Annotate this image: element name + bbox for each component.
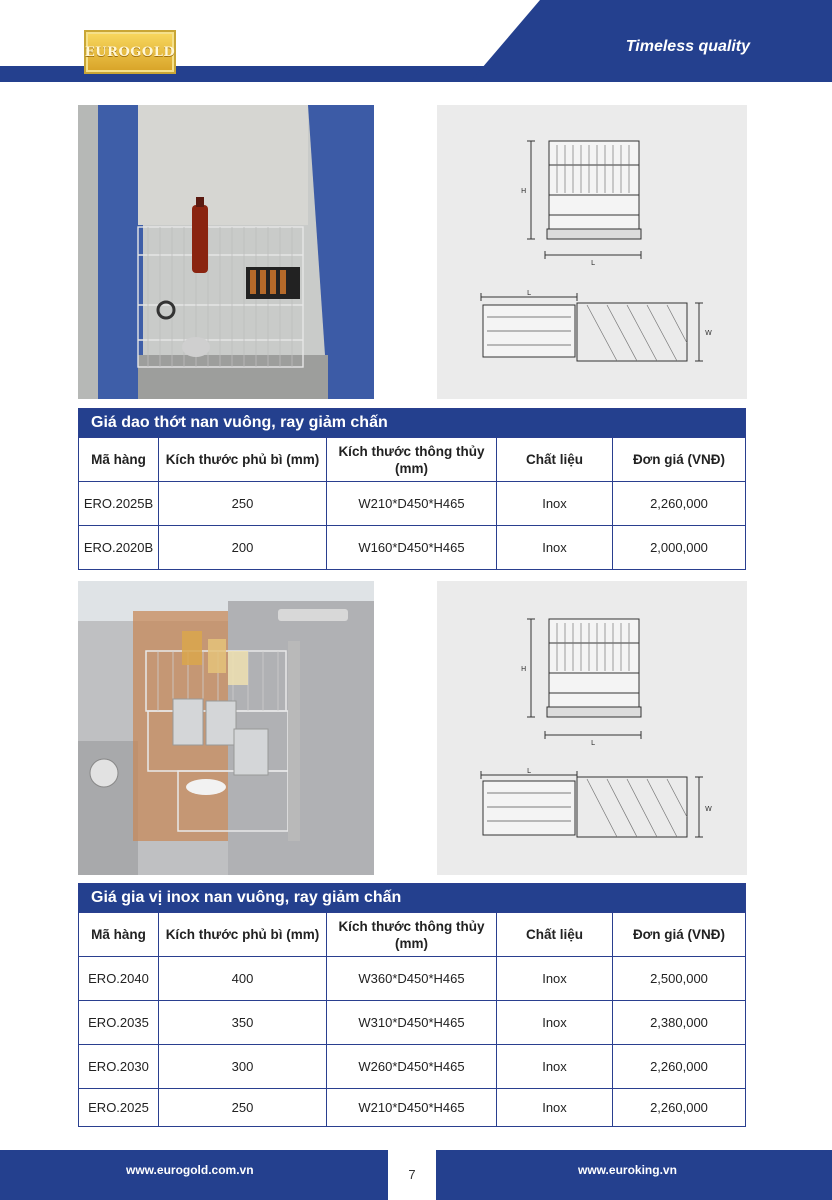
logo-text: EUROGOLD xyxy=(88,34,172,70)
price-table-1 xyxy=(78,408,746,570)
table-row xyxy=(79,1044,745,1088)
cell-outer-size: 400 xyxy=(158,957,326,1000)
cell-material: Inox xyxy=(496,1089,612,1126)
diagram-w-label: W xyxy=(705,805,712,813)
tagline: Timeless quality xyxy=(625,38,750,55)
col-header-outer-size: Kích thước phủ bì (mm) xyxy=(158,438,326,481)
price-table-2 xyxy=(78,883,746,1127)
cell-inner-size: W210*D450*H465 xyxy=(326,1089,496,1126)
page-number: 7 xyxy=(408,1167,416,1182)
cell-price: 2,000,000 xyxy=(612,526,745,569)
cell-code: ERO.2025B xyxy=(83,496,154,511)
product-photo-knife-rack xyxy=(78,105,374,399)
cell-price: 2,260,000 xyxy=(612,1089,745,1126)
cell-material: Inox xyxy=(496,957,612,1000)
table-row xyxy=(79,1088,745,1126)
table-1-title: Giá dao thớt nan vuông, ray giảm chấn xyxy=(79,409,745,437)
footer-link-euroking[interactable]: www.euroking.vn xyxy=(578,1163,677,1177)
cell-code: ERO.2040 xyxy=(88,971,149,986)
cell-outer-size: 350 xyxy=(158,1001,326,1044)
technical-diagram-2 xyxy=(437,581,747,875)
table-2-title: Giá gia vị inox nan vuông, ray giảm chấn xyxy=(79,884,745,912)
cell-inner-size: W160*D450*H465 xyxy=(326,526,496,569)
table-row xyxy=(79,481,745,525)
technical-diagram-1 xyxy=(437,105,747,399)
col-header-outer-size: Kích thước phủ bì (mm) xyxy=(158,913,326,956)
footer-link-eurogold[interactable]: www.eurogold.com.vn xyxy=(126,1163,254,1177)
diagram-h-label: H xyxy=(521,187,527,195)
col-header-code: Mã hàng xyxy=(91,927,146,942)
diagram-w-label: W xyxy=(705,329,712,337)
cell-price: 2,260,000 xyxy=(612,482,745,525)
cell-inner-size: W310*D450*H465 xyxy=(326,1001,496,1044)
col-header-price: Đơn giá (VNĐ) xyxy=(612,438,745,481)
col-header-price: Đơn giá (VNĐ) xyxy=(612,913,745,956)
brand-logo xyxy=(84,30,176,74)
diagram-l-label: L xyxy=(591,739,595,747)
cell-price: 2,500,000 xyxy=(612,957,745,1000)
cell-price: 2,380,000 xyxy=(612,1001,745,1044)
cell-material: Inox xyxy=(496,1001,612,1044)
col-header-code: Mã hàng xyxy=(91,452,146,467)
table-2-header-row xyxy=(79,912,745,956)
table-row xyxy=(79,956,745,1000)
col-header-inner-size: Kích thước thông thủy (mm) xyxy=(326,913,496,956)
cell-outer-size: 300 xyxy=(158,1045,326,1088)
table-row xyxy=(79,1000,745,1044)
page-header xyxy=(0,0,832,82)
cell-inner-size: W210*D450*H465 xyxy=(326,482,496,525)
cell-outer-size: 250 xyxy=(158,1089,326,1126)
cell-material: Inox xyxy=(496,1045,612,1088)
col-header-material: Chất liệu xyxy=(496,913,612,956)
diagram-l-label: L xyxy=(591,259,595,267)
table-row xyxy=(79,525,745,569)
cell-price: 2,260,000 xyxy=(612,1045,745,1088)
diagram-l-label-plan: L xyxy=(527,767,531,775)
table-1-header-row xyxy=(79,437,745,481)
col-header-material: Chất liệu xyxy=(496,438,612,481)
cell-code: ERO.2035 xyxy=(88,1015,149,1030)
diagram-h-label: H xyxy=(521,665,527,673)
cell-code: ERO.2030 xyxy=(88,1059,149,1074)
diagram-l-label-plan: L xyxy=(527,289,531,297)
product-photo-spice-rack xyxy=(78,581,374,875)
cell-inner-size: W260*D450*H465 xyxy=(326,1045,496,1088)
cell-material: Inox xyxy=(496,482,612,525)
cell-outer-size: 200 xyxy=(158,526,326,569)
cell-inner-size: W360*D450*H465 xyxy=(326,957,496,1000)
cell-outer-size: 250 xyxy=(158,482,326,525)
col-header-inner-size: Kích thước thông thủy (mm) xyxy=(326,438,496,481)
cell-code: ERO.2025 xyxy=(88,1100,149,1115)
cell-material: Inox xyxy=(496,526,612,569)
cell-code: ERO.2020B xyxy=(83,540,154,555)
